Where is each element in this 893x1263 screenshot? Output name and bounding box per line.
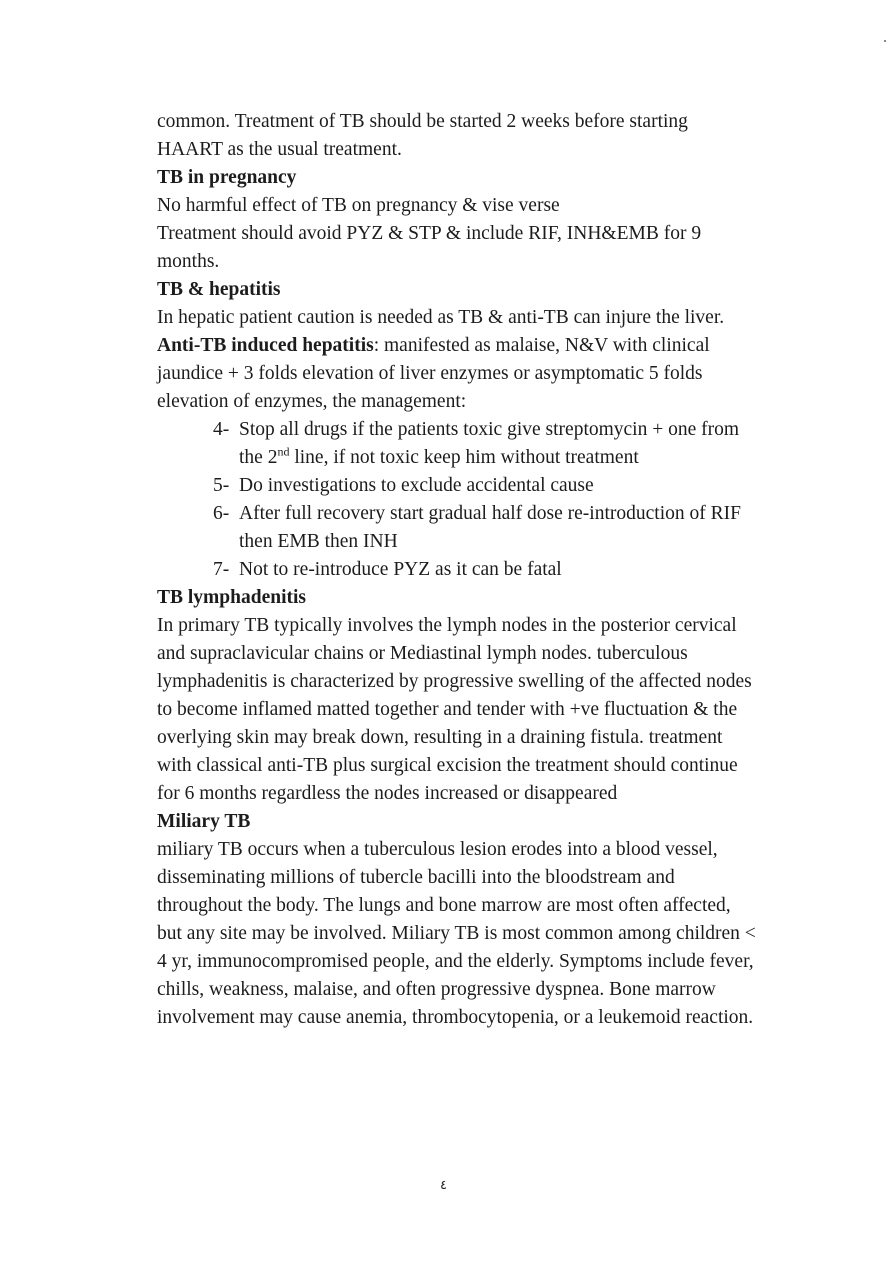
lymphadenitis-paragraph: In primary TB typically involves the lymph nodes in the posterior cervical and supraclavicular chains or Mediastinal lymph nodes. tuberculous lymphadenitis is characterized by progressive swelling of the affected nodes to become inflamed matted together and tender with +ve fluctuation & the overlying skin may break down, resulting in a draining fistula. treatment with classical anti-TB plus surgical excision the treatment should continue for 6 months regardless the nodes increased or disappeared	[157, 615, 752, 804]
heading-miliary-tb: Miliary TB	[157, 811, 251, 832]
miliary-paragraph: miliary TB occurs when a tuberculous lesion erodes into a blood vessel, disseminating millions of tubercle bacilli into the bloodstream and throughout the body. The lungs and bone marrow are most often affected, but any site may be involved. Miliary TB is most common among children < 4 yr, immunocompromised people, and the elderly. Symptoms include fever, chills, weakness, malaise, and often progressive dyspnea. Bone marrow involvement may cause anemia, thrombocytopenia, or a leukemoid reaction.	[157, 839, 756, 1028]
pregnancy-paragraph-2: Treatment should avoid PYZ & STP & include RIF, INH&EMB for 9 months.	[157, 223, 702, 272]
induced-hepatitis-label: Anti-TB induced hepatitis	[157, 335, 374, 356]
list-item-number: 6-	[213, 503, 230, 524]
page-content	[157, 108, 757, 1032]
list-item-number: 7-	[213, 559, 230, 580]
hepatitis-paragraph: In hepatic patient caution is needed as TB & anti-TB can injure the liver.	[157, 307, 725, 328]
list-item-text: Stop all drugs if the patients toxic give streptomycin + one from the 2	[239, 419, 740, 468]
management-steps	[157, 416, 757, 584]
list-item-text: Not to re-introduce PYZ as it can be fatal	[239, 559, 562, 580]
scan-mark	[884, 40, 886, 42]
page-number: ٤	[440, 1178, 447, 1193]
induced-hepatitis-text: : manifested as malaise, N&V with clinical jaundice + 3 folds elevation of liver enzymes or asymptomatic 5 folds elevation of enzymes, the management:	[157, 335, 710, 412]
list-item	[213, 472, 757, 500]
list-item-number: 5-	[213, 475, 230, 496]
heading-tb-hepatitis: TB & hepatitis	[157, 279, 281, 300]
list-item-number: 4-	[213, 419, 230, 440]
pregnancy-paragraph-1: No harmful effect of TB on pregnancy & vise verse	[157, 195, 560, 216]
ordinal-suffix: nd	[277, 444, 290, 459]
list-item	[213, 416, 757, 472]
list-item	[213, 500, 757, 556]
list-item-text-continued: line, if not toxic keep him without treatment	[289, 447, 639, 468]
heading-tb-lymphadenitis: TB lymphadenitis	[157, 587, 307, 608]
heading-tb-pregnancy: TB in pregnancy	[157, 167, 297, 188]
intro-line-2: HAART as the usual treatment.	[157, 139, 402, 160]
list-item-text: Do investigations to exclude accidental cause	[239, 475, 594, 496]
list-item	[213, 556, 757, 584]
intro-line-1: common. Treatment of TB should be started 2 weeks before starting	[157, 111, 688, 132]
list-item-text: After full recovery start gradual half dose re-introduction of RIF then EMB then INH	[239, 503, 741, 552]
induced-hepatitis-paragraph	[157, 332, 757, 416]
